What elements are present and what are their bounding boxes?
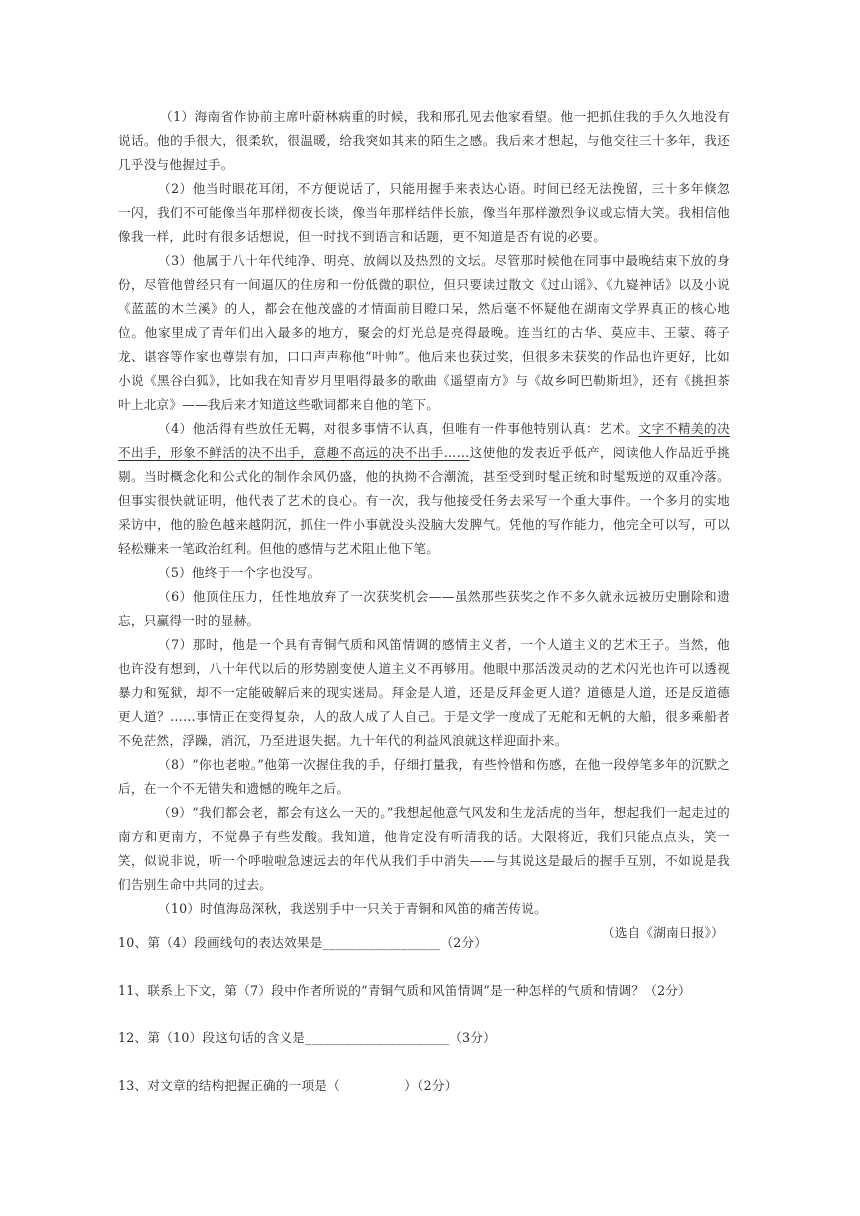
paragraph-5-text: （5）他终于一个字也没写。 [158,565,321,580]
paragraph-1-text: （1）海南省作协前主席叶蔚林病重的时候，我和邢孔见去他家看望。他一把抓住我的手久久地没有说话。他的手很大，很柔软，很温暖，给我突如其来的陌生之感。我后来才想起，与他交往三十多年，我还几乎没与他握过手。 [118,109,730,172]
paragraph-7 [118,633,730,753]
paragraph-7-text: （7）那时，他是一个具有青铜气质和风笛情调的感情主义者，一个人道主义的艺术王子。当然，他也许没有想到，八十年代以后的形势剧变使人道主义不再够用。他眼中那活泼灵动的艺术闪光也许可以透视暴力和冤狱，却不一定能破解后来的现实迷局。拜金是人道，还是反拜金更人道？道德是人道，还是反道德更人道？……事情正在变得复杂，人的敌人成了人自己。于是文学一度成了无舵和无帆的大船，很多乘船者不免茫然，浮躁，消沉，乃至进退失据。九十年代的利益风浪就这样迎面扑来。 [118,637,730,748]
paragraph-10 [118,897,730,921]
paragraph-8 [118,753,730,801]
question-13: 13、对文章的结构把握正确的一项是（ ）（2分） [118,1078,458,1093]
paragraph-3-text: （3）他属于八十年代纯净、明亮、放阔以及热烈的文坛。尽管那时候他在同事中最晚结束下放的身份，尽管他曾经只有一间逼仄的住房和一份低微的职位，但只要读过散文《过山谣》、《九嶷神话》以及小说《蓝蓝的木兰溪》的人，都会在他茂盛的才情面前目瞪口呆，然后毫不怀疑他在湖南文学界真正的核心地位。他家里成了青年们出入最多的地方，聚会的灯光总是亮得最晚。连当红的古华、莫应丰、王蒙、蒋子龙、谌容等作家也尊崇有加，口口声声称他“叶帅”。他后来也获过奖，但很多未获奖的作品也许更好，比如小说《黑谷白狐》，比如我在知青岁月里唱得最多的歌曲《遥望南方》与《故乡呵巴勒斯坦》，还有《挑担茶叶上北京》——我后来才知道这些歌词都来自他的笔下。 [118,253,730,412]
article-source: （选自《湖南日报》） [601,925,724,940]
paragraph-9 [118,801,730,897]
question-10: 10、第（4）段画线句的表达效果是__________________（2分） [118,935,488,950]
paragraph-4 [118,417,730,561]
article-body [118,105,730,945]
paragraph-2-text: （2）他当时眼花耳闭，不方便说话了，只能用握手来表达心语。时间已经无法挽留，三十多年倏忽一闪，我们不可能像当年那样彻夜长谈，像当年那样结伴长旅，像当年那样激烈争议或忘情大笑。我相信他像我一样，此时有很多话想说，但一时找不到语言和话题，更不知道是否有说的必要。 [118,181,730,244]
paragraph-4-text-b: 这使他的发表近乎低产，阅读他人作品近乎挑剔。当时概念化和公式化的制作余风仍盛，他的执拗不合潮流，甚至受到时髦正统和时髦叛逆的双重冷落。但事实很快就证明，他代表了艺术的良心。有一次，我与他接受任务去采写一个重大事件。一个多月的实地采访中，他的脸色越来越阴沉，抓住一件小事就没头没脑大发脾气。凭他的写作能力，他完全可以写，可以轻松赚来一笔政治红利。但他的感情与艺术阻止他下笔。 [118,445,731,556]
paragraph-1 [118,105,730,177]
paragraph-3 [118,249,730,417]
paragraph-4-underlined-sentence: 文字不精美的决不出手，形象不鲜活的决不出手，意趣不高远的决不出手…… [118,421,731,460]
paragraph-8-text: （8）“你也老啦。”他第一次握住我的手，仔细打量我，有些怜惜和伤感，在他一段停笔多年的沉默之后，在一个不无错失和遗憾的晚年之后。 [118,757,730,796]
paragraph-6 [118,585,730,633]
paragraph-4-text-a: （4）他活得有些放任无羁，对很多事情不认真，但唯有一件事他特别认真：艺术。 [158,421,639,436]
paragraph-9-text: （9）“我们都会老，都会有这么一天的。”我想起他意气风发和生龙活虎的当年，想起我们一起走过的南方和更南方，不觉鼻子有些发酸。我知道，他肯定没有听清我的话。大限将近，我们只能点点头，笑一笑，似说非说，听一个呼啦啦急速远去的年代从我们手中消失——与其说这是最后的握手互别，不如说是我们告别生命中共同的过去。 [118,805,730,892]
question-12: 12、第（10）段这句话的含义是______________________（3分） [118,1030,497,1045]
paragraph-2 [118,177,730,249]
paragraph-6-text: （6）他顶住压力，任性地放弃了一次获奖机会——虽然那些获奖之作不多久就永远被历史删除和遗忘，只赢得一时的显赫。 [118,589,730,628]
question-11: 11、联系上下文，第（7）段中作者所说的“青铜气质和风笛情调”是一种怎样的气质和情调？（2分） [118,983,692,998]
paragraph-10-text: （10）时值海岛深秋，我送别手中一只关于青铜和风笛的痛苦传说。 [158,901,547,916]
paragraph-5 [118,561,730,585]
